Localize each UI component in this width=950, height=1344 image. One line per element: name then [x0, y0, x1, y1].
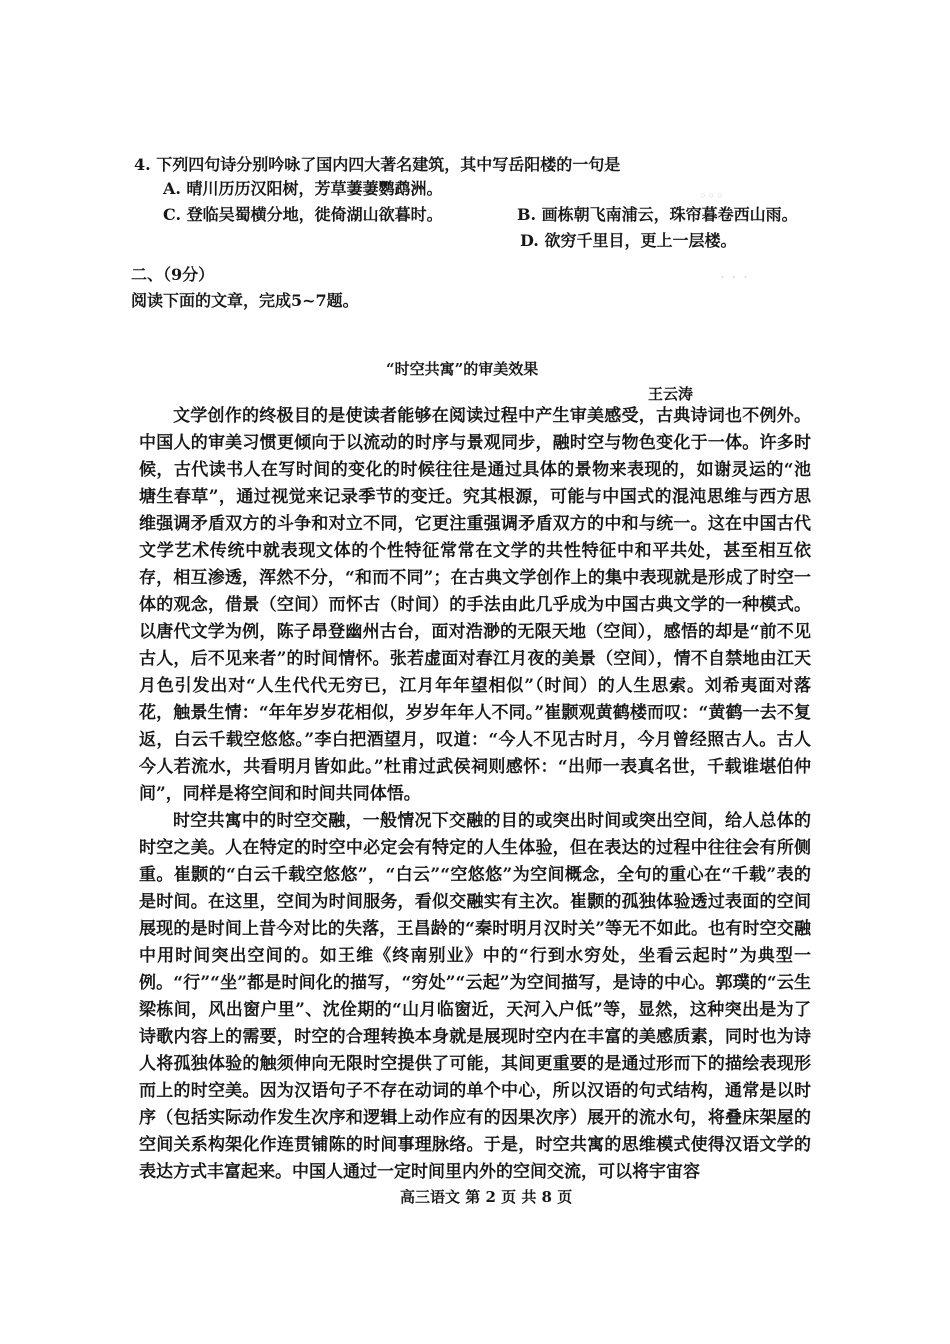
- question-4-option-b: B. 画栋朝飞南浦云，珠帘暮卷西山雨。: [517, 205, 798, 224]
- question-4-option-a: A. 晴川历历汉阳树，芳草萋萋鹦鹉洲。: [163, 179, 443, 198]
- question-4-option-c: C. 登临吴蜀横分地，徙倚湖山欲暮时。: [163, 205, 443, 224]
- section-2-instruction: 阅读下面的文章，完成5~7题。: [131, 291, 359, 310]
- article-paragraph: 时空共寓中的时空交融，一般情况下交融的目的或突出时间或突出空间，给人总体的时空之美。人在特定的时空中必定会有特定的人生体验，但在表达的过程中往往会有所侧重。崔颢的“白云千载空悠悠”，“白云”“空悠悠”为空间概念，全句的重心在“千载”表的是时间。在这里，空间为时间服务，看似交融实有主次。崔颢的孤独体验透过表面的空间展现的是时间上昔今对比的失落，王昌龄的“秦时明月汉时关”等无不如此。也有时空交融中用时间突出空间的。如王维《终南别业》中的“行到水穷处，坐看云起时”为典型一例。“行”“坐”都是时间化的描写，“穷处”“云起”为空间描写，是诗的中心。郭璞的“云生梁栋间，风出窗户里”、沈佺期的“山月临窗近，天河入户低”等，显然，这种突出是为了诗歌内容上的需要，时空的合理转换本身就是展现时空内在丰富的美感质素，同时也为诗人将孤独体验的触须伸向无限时空提供了可能，其间更重要的是通过形而下的描绘表现形而上的时空美。因为汉语句子不存在动词的单个中心，所以汉语的句式结构，通常是以时序（包括实际动作发生次序和逻辑上动作应有的因果次序）展开的流水句，将叠床架屋的空间关系构架化作连贯铺陈的时间事理脉络。于是，时空共寓的思维模式使得汉语文学的表达方式丰富起来。中国人通过一定时间里内外的空间交流，可以将宇宙容: [139, 811, 811, 1182]
- question-4-stem: 4. 下列四句诗分别吟咏了国内四大著名建筑，其中写岳阳楼的一句是: [134, 155, 621, 174]
- bleed-through-mark: · · ·: [720, 268, 749, 286]
- section-2-heading: 二、（9分）: [131, 265, 215, 284]
- question-4-option-d: D. 欲穷千里目，更上一层楼。: [520, 231, 737, 250]
- bleed-through-mark: 。。。: [700, 182, 734, 200]
- article-body: [139, 403, 811, 1186]
- article-paragraph: 文学创作的终极目的是使读者能够在阅读过程中产生审美感受，古典诗词也不例外。中国人的审美习惯更倾向于以流动的时序与景观同步，融时空与物色变化于一体。许多时候，古代读书人在写时间的变化的时候往往是通过具体的景物来表现的，如谢灵运的“池塘生春草”，通过视觉来记录季节的变迁。究其根源，可能与中国式的混沌思维与西方思维强调矛盾双方的斗争和对立不同，它更注重强调矛盾双方的中和与统一。这在中国古代文学艺术传统中就表现文体的个性特征常常在文学的共性特征中和平共处，甚至相互依存，相互渗透，浑然不分，“和而不同”；在古典文学创作上的集中表现就是形成了时空一体的观念，借景（空间）而怀古（时间）的手法由此几乎成为中国古典文学的一种模式。以唐代文学为例，陈子昂登幽州古台，面对浩渺的无限天地（空间），感悟的却是“前不见古人，后不见来者”的时间情怀。张若虚面对春江月夜的美景（空间），情不自禁地由江天月色引发出对“人生代代无穷已，江月年年望相似”（时间）的人生思索。刘希夷面对落花，触景生情：“年年岁岁花相似，岁岁年年人不同。”崔颢观黄鹤楼而叹：“黄鹤一去不复返，白云千载空悠悠。”李白把酒望月，叹道：“今人不见古时月，今月曾经照古人。古人今人若流水，共看明月皆如此。”杜甫过武侯祠则感怀：“出师一表真名世，千载谁堪伯仲间”，同样是将空间和时间共同体悟。: [139, 406, 811, 804]
- article-author: 王云涛: [648, 385, 694, 403]
- article-title: “时空共寓”的审美效果: [386, 360, 539, 378]
- page-footer: 高三语文 第 2 页 共 8 页: [400, 1188, 573, 1206]
